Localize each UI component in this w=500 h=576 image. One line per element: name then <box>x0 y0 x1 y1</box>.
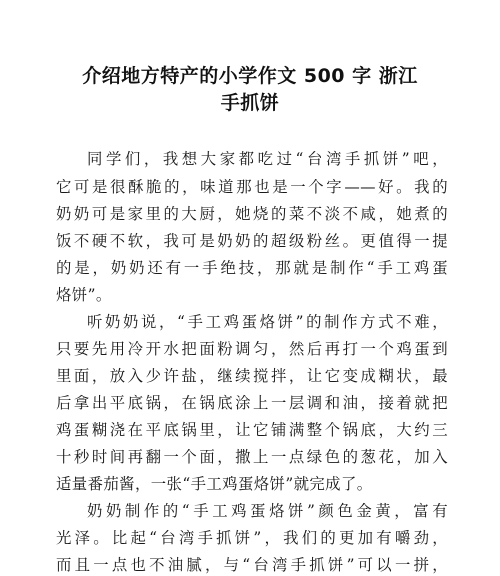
text-line: 它可是很酥脆的，味道那也是一个字——好。我的 <box>56 178 448 196</box>
text-line: 而且一点也不油腻，与“台湾手抓饼”可以一拼， <box>56 556 448 574</box>
text-line: 鸡蛋糊浇在平底锅里，让它铺满整个锅底，大约三 <box>56 421 448 439</box>
text-line: 饭不硬不软，我可是奶奶的超级粉丝。更值得一提 <box>56 232 448 250</box>
text-line: 烙饼”。 <box>56 286 112 304</box>
text-line: 同学们，我想大家都吃过“台湾手抓饼”吧， <box>87 150 448 168</box>
text-line: 十秒时间再翻一个面，撒上一点绿色的葱花，加入 <box>56 448 448 466</box>
text-line: 的是，奶奶还有一手绝技，那就是制作“手工鸡蛋 <box>56 259 448 277</box>
text-line: 后拿出平底锅，在锅底涂上一层调和油，接着就把 <box>56 394 448 412</box>
text-line: 奶奶制作的“手工鸡蛋烙饼”颜色金黄，富有 <box>87 502 448 520</box>
text-line: 奶奶可是家里的大厨，她烧的菜不淡不咸，她煮的 <box>56 205 448 223</box>
text-line: 听奶奶说，“手工鸡蛋烙饼”的制作方式不难， <box>87 313 448 331</box>
text-line: 光泽。比起“台湾手抓饼”，我们的更加有嚼劲， <box>56 529 448 547</box>
text-line: 只要先用冷开水把面粉调匀，然后再打一个鸡蛋到 <box>56 340 448 358</box>
text-line: 里面，放入少许盐，继续搅拌，让它变成糊状，最 <box>56 367 448 385</box>
document-title-line-1: 介绍地方特产的小学作文 500 字 浙江 <box>82 65 418 87</box>
text-line: 适量番茄酱，一张“手工鸡蛋烙饼”就完成了。 <box>56 475 373 493</box>
document-title-line-2: 手抓饼 <box>220 92 280 114</box>
